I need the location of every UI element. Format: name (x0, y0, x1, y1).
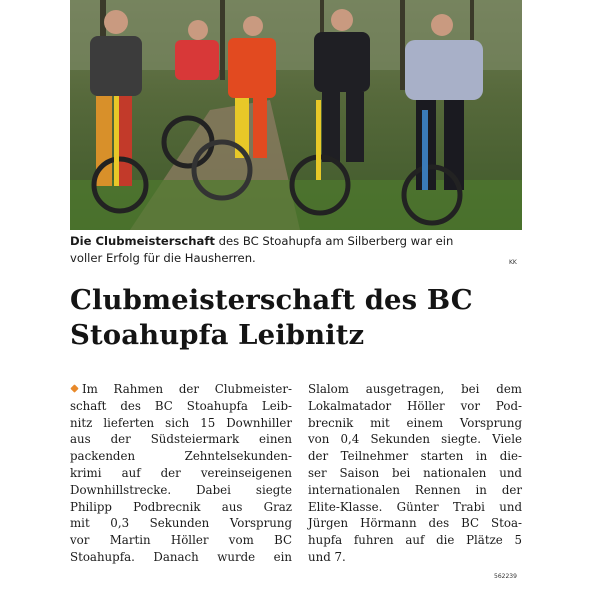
body-line: packenden Zehntelsekunden- (70, 449, 292, 464)
body-line: aus der Südsteiermark einen (70, 432, 292, 447)
body-line: und 7. (308, 549, 346, 564)
body-line: Lokalmatador Höller vor Pod- (308, 398, 522, 413)
body-line: Downhillstrecke. Dabei siegte (70, 482, 292, 497)
body-line: krimi auf der vereinseigenen (70, 465, 292, 480)
body-column-2 (308, 381, 522, 566)
body-line: Slalom ausgetragen, bei dem (308, 382, 522, 396)
body-column-1 (70, 381, 292, 566)
body-line: Jürgen Hörmann des BC Stoa- (308, 516, 522, 531)
bullet-icon (70, 384, 78, 392)
body-line: schaft des BC Stoahupfa Leib- (70, 398, 292, 413)
body-line: nitz lieferten sich 15 Downhiller (70, 415, 292, 430)
headline-line1: Clubmeisterschaft des BC (70, 284, 473, 316)
body-line: Stoahupfa. Danach wurde ein (70, 549, 292, 564)
headline-line2: Stoahupfa Leibnitz (70, 319, 365, 351)
article-code: 562239 (494, 573, 517, 580)
body-text: Im Rahmen der Clubmeister- (82, 382, 292, 396)
body-line: mit 0,3 Sekunden Vorsprung (70, 516, 292, 531)
body-line: brecnik mit einem Vorsprung (308, 415, 522, 430)
body-line: internationalen Rennen in der (308, 482, 522, 497)
body-line (70, 381, 292, 398)
caption-line2: voller Erfolg für die Hausherren. (70, 251, 256, 265)
photo-caption (70, 233, 522, 267)
body-line: von 0,4 Sekunden siegte. Viele (308, 432, 522, 447)
caption-lead: Die Clubmeisterschaft (70, 234, 215, 248)
body-line: hupfa fuhren auf die Plätze 5 (308, 533, 522, 548)
body-line: vor Martin Höller vom BC (70, 533, 292, 548)
photo-credit: KK (509, 259, 517, 266)
body-line: Philipp Podbrecnik aus Graz (70, 499, 292, 514)
body-line: der Teilnehmer starten in die- (308, 449, 522, 464)
body-line: Elite-Klasse. Günter Trabi und (308, 499, 522, 514)
mountain-bikers-photo (70, 0, 522, 230)
body-line: ser Saison bei nationalen und (308, 465, 522, 480)
photo-illustration (70, 0, 522, 230)
caption-line1: des BC Stoahupfa am Silberberg war ein (214, 234, 454, 248)
article-headline (70, 283, 540, 353)
